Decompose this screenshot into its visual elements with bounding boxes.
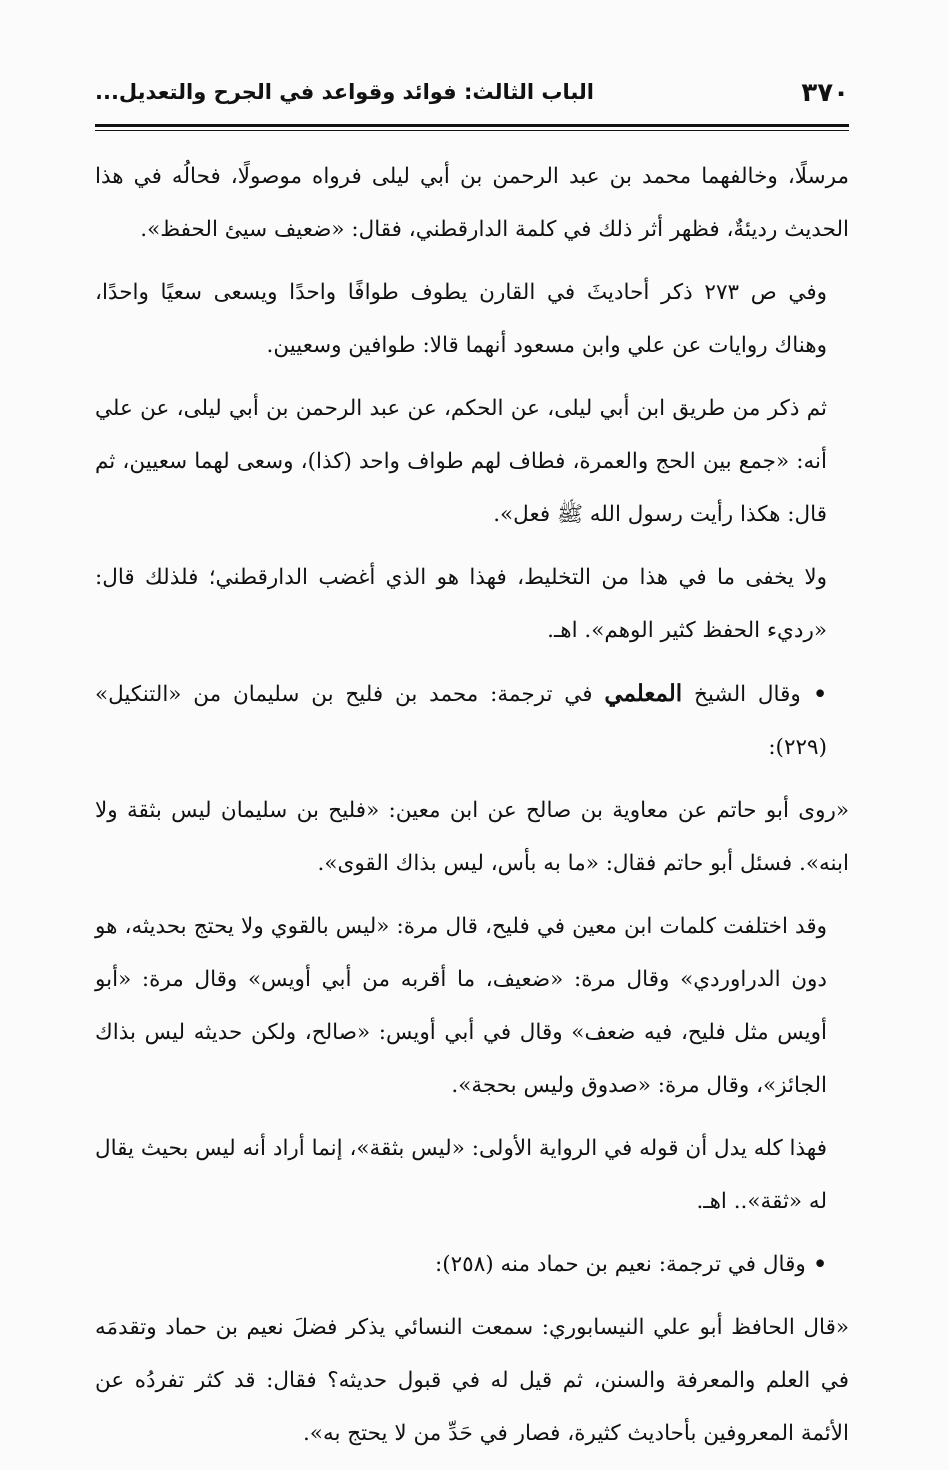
paragraph-4: ولا يخفى ما في هذا من التخليط، فهذا هو الذي أغضب الدارقطني؛ فلذلك قال: «رديء الحفظ كثير الوهم». اهـ. [95, 565, 827, 643]
paragraph-9-bullet: • وقال في ترجمة: نعيم بن حماد منه (٢٥٨): [95, 1238, 849, 1291]
paragraph-3: ثم ذكر من طريق ابن أبي ليلى، عن الحكم، عن عبد الرحمن بن أبي ليلى، عن علي أنه: «جمع بين الحج والعمرة، فطاف لهم طواف واحد (كذا)، وسعى لهما سعيين، ثم قال: هكذا رأيت رسول الله ﷺ فعل». [95, 396, 827, 527]
paragraph-5-pre: وقال الشيخ [682, 682, 801, 707]
page-header [95, 78, 849, 118]
scholar-name: المعلمي [604, 680, 683, 707]
header-rule-thin [95, 130, 849, 131]
page-number: ٣٧٠ [801, 78, 849, 108]
paragraph-7: وقد اختلفت كلمات ابن معين في فليح، قال مرة: «ليس بالقوي ولا يحتج بحديثه، هو دون الدراوردي» وقال مرة: «ضعيف، ما أقربه من أبي أويس» وقال مرة: «أبو أويس مثل فليح، فيه ضعف» وقال في أبي أويس: «صالح، ولكن حديثه ليس بذاك الجائز»، وقال مرة: «صدوق وليس بحجة». [95, 914, 827, 1098]
paragraph-10: «قال الحافظ أبو علي النيسابوري: سمعت النسائي يذكر فضلَ نعيم بن حماد وتقدمَه في العلم والمعرفة والسنن، ثم قيل له في قبول حديثه؟ فقال: قد كثر تفردُه عن الأئمة المعروفين بأحاديث كثيرة، فصار في حَدِّ من لا يحتج به». [95, 1315, 849, 1446]
body-text [95, 150, 849, 1470]
paragraph-5-post: في ترجمة: محمد بن فليح بن سليمان من «التنكيل» (٢٢٩): [95, 682, 827, 760]
header-rule-thick [95, 124, 849, 127]
paragraph-2: وفي ص ٢٧٣ ذكر أحاديثَ في القارن يطوف طوافًا واحدًا ويسعى سعيًا واحدًا، وهناك روايات عن علي وابن مسعود أنهما قالا: طوافين وسعيين. [95, 280, 827, 358]
paragraph-1: مرسلًا، وخالفهما محمد بن عبد الرحمن بن أبي ليلى فرواه موصولًا، فحالُه في هذا الحديث رديئةٌ، فظهر أثر ذلك في كلمة الدارقطني، فقال: «ضعيف سيئ الحفظ». [95, 164, 849, 242]
paragraph-8: فهذا كله يدل أن قوله في الرواية الأولى: «ليس بثقة»، إنما أراد أنه ليس بحيث يقال له «ثقة».. اهـ. [95, 1136, 827, 1214]
paragraph-6: «روى أبو حاتم عن معاوية بن صالح عن ابن معين: «فليح بن سليمان ليس بثقة ولا ابنه». فسئل أبو حاتم فقال: «ما به بأس، ليس بذاك القوى». [95, 798, 849, 876]
running-title: الباب الثالث: فوائد وقواعد في الجرح والتعديل... [95, 80, 595, 104]
paragraph-5-bullet [95, 667, 849, 774]
